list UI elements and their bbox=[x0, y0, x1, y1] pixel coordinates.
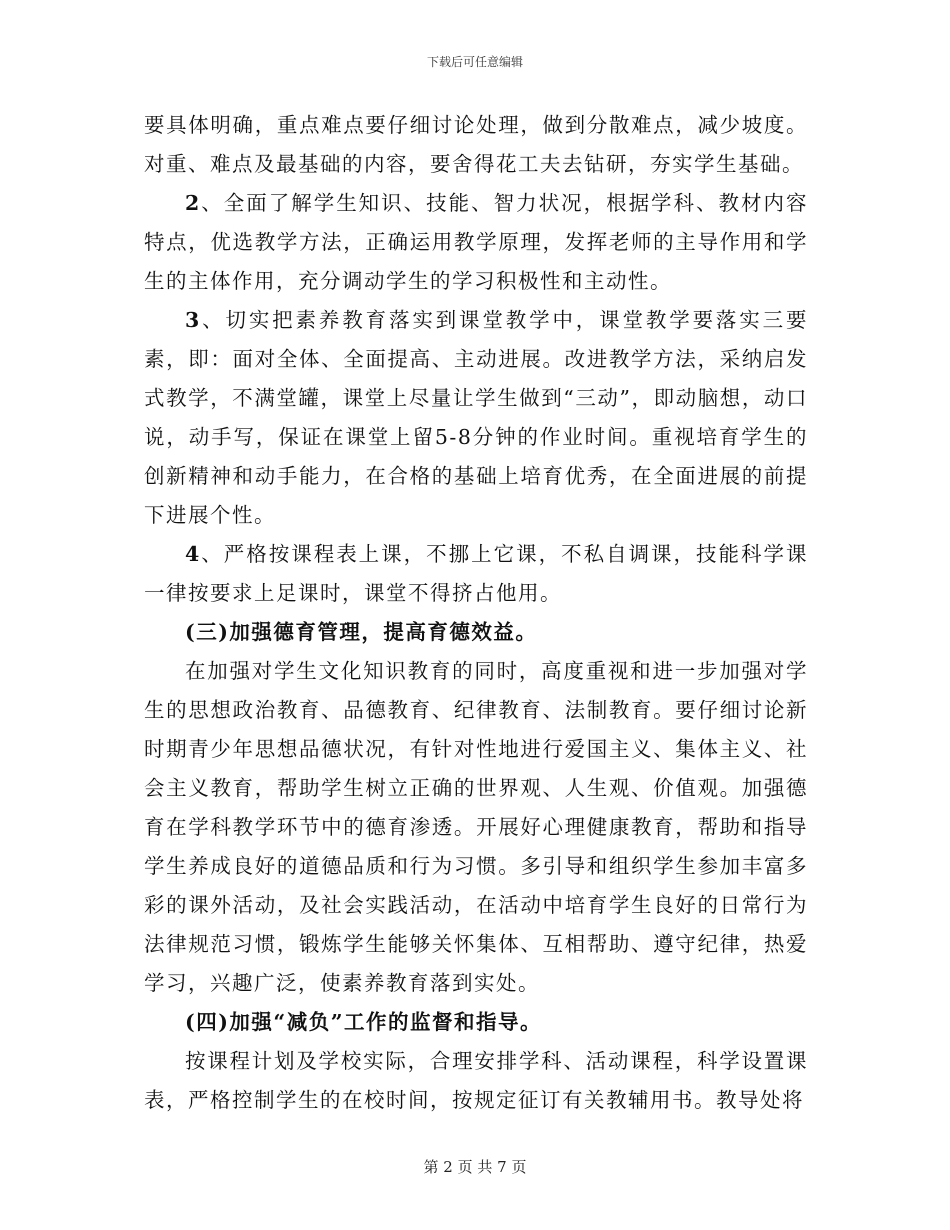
paragraph-continued: 要具体明确，重点难点要仔细讨论处理，做到分散难点，减少坡度。对重、难点及最基础的内容，要舍得花工夫去钻研，夯实学生基础。 bbox=[144, 113, 808, 176]
page-header: 下载后可任意编辑 bbox=[426, 55, 523, 69]
paragraph-item-2: 2、全面了解学生知识、技能、智力状况，根据学科、教材内容特点，优选教学方法，正确运用教学原理，发挥老师的主导作用和学生的主体作用，充分调动学生的学习积极性和主动性。 bbox=[144, 191, 808, 293]
document-body bbox=[144, 106, 808, 1120]
paragraph-burden-reduction: 按课程计划及学校实际，合理安排学科、活动课程，科学设置课表，严格控制学生的在校时间，按规定征订有关教辅用书。教导处将 bbox=[144, 1049, 808, 1112]
paragraph-moral-education: 在加强对学生文化知识教育的同时，高度重视和进一步加强对学生的思想政治教育、品德教育、纪律教育、法制教育。要仔细讨论新时期青少年思想品德状况，有针对性地进行爱国主义、集体主义、社会主义教育，帮助学生树立正确的世界观、人生观、价值观。加强德育在学科教学环节中的德育渗透。开展好心理健康教育，帮助和指导学生养成良好的道德品质和行为习惯。多引导和组织学生参加丰富多彩的课外活动，及社会实践活动，在活动中培育学生良好的日常行为法律规范习惯，锻炼学生能够关怀集体、互相帮助、遵守纪律，热爱学习，兴趣广泛，使素养教育落到实处。 bbox=[144, 659, 808, 995]
section-heading-3: (三)加强德育管理，提高育德效益。 bbox=[185, 620, 538, 644]
section-heading-4: (四)加强“减负”工作的监督和指导。 bbox=[185, 1010, 542, 1034]
paragraph-item-3: 3、切实把素养教育落实到课堂教学中，课堂教学要落实三要素，即：面对全体、全面提高、主动进展。改进教学方法，采纳启发式教学，不满堂罐，课堂上尽量让学生做到“三动”，即动脑想，动口说，动手写，保证在课堂上留5-8分钟的作业时间。重视培育学生的创新精神和动手能力，在合格的基础上培育优秀，在全面进展的前提下进展个性。 bbox=[144, 308, 808, 527]
page-footer: 第 2 页 共 7 页 bbox=[423, 1158, 527, 1176]
paragraph-item-4: 4、严格按课程表上课，不挪上它课，不私自调课，技能科学课一律按要求上足课时，课堂不得挤占他用。 bbox=[144, 542, 808, 605]
